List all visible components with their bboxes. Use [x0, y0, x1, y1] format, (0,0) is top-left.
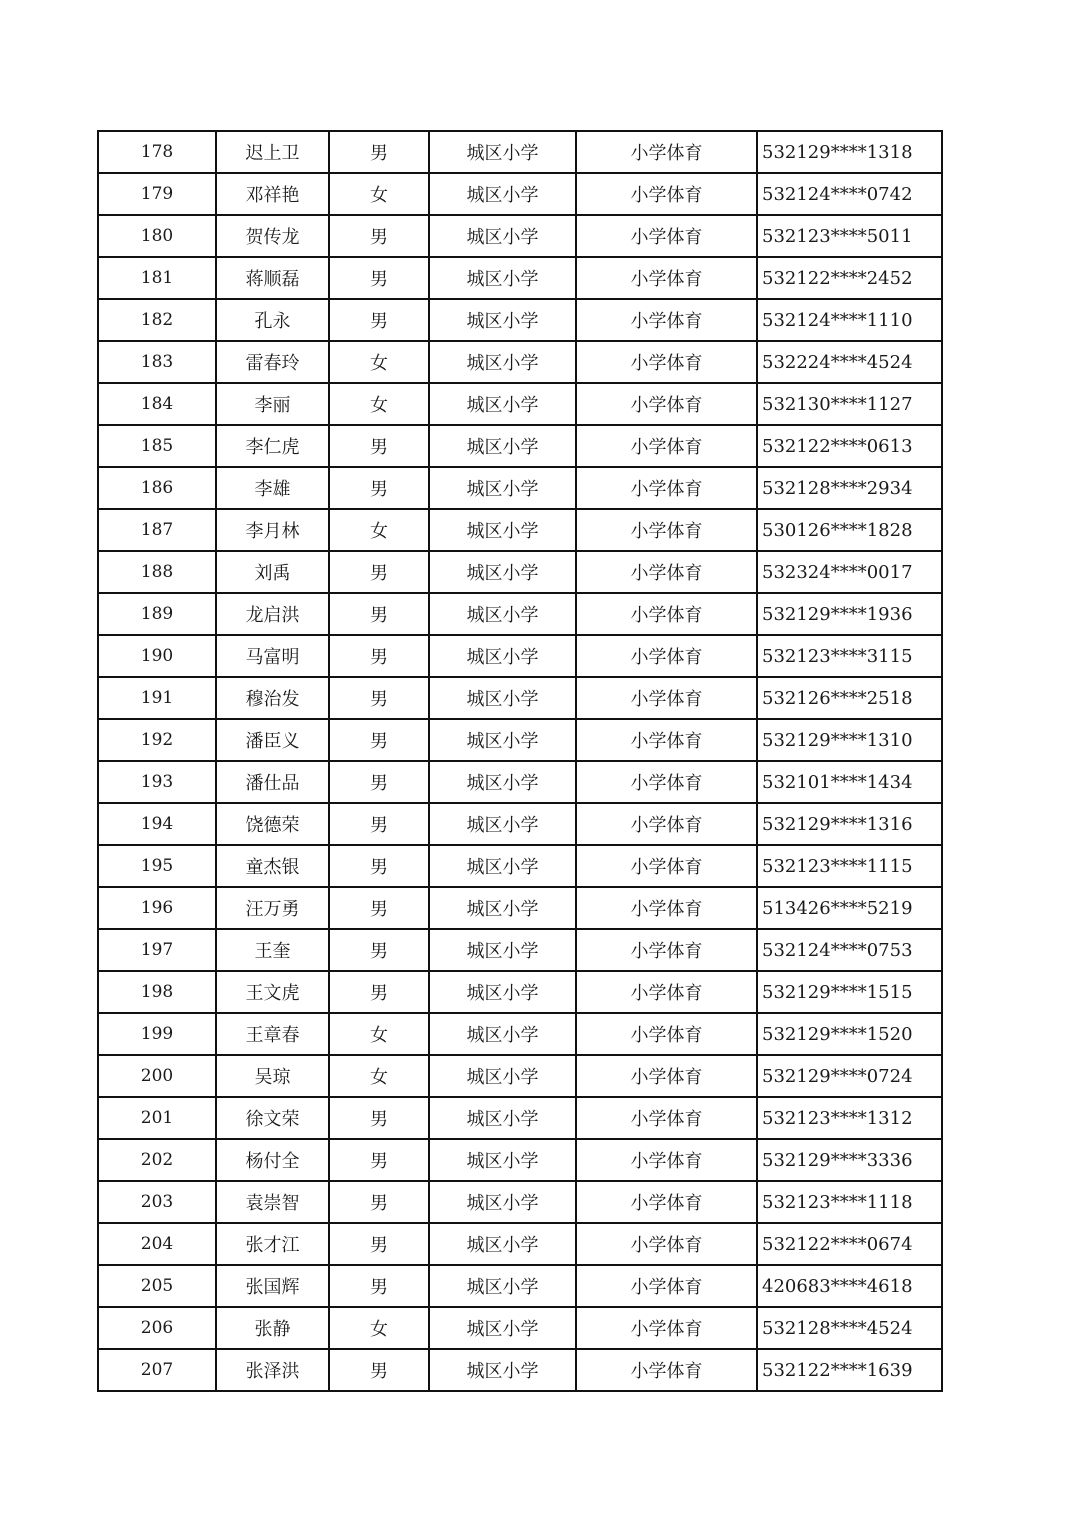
school-cell: 城区小学: [429, 131, 576, 173]
id-number-cell: 532129****1515: [757, 971, 942, 1013]
gender-cell: 男: [329, 635, 429, 677]
row-number-cell: 195: [98, 845, 216, 887]
subject-cell: 小学体育: [576, 1097, 757, 1139]
subject-cell: 小学体育: [576, 551, 757, 593]
school-cell: 城区小学: [429, 887, 576, 929]
row-number-cell: 185: [98, 425, 216, 467]
subject-cell: 小学体育: [576, 845, 757, 887]
table-row: [98, 1055, 942, 1097]
row-number-cell: 206: [98, 1307, 216, 1349]
table-row: [98, 1349, 942, 1391]
table-row: [98, 635, 942, 677]
school-cell: 城区小学: [429, 971, 576, 1013]
row-number-cell: 179: [98, 173, 216, 215]
row-number-cell: 189: [98, 593, 216, 635]
id-number-cell: 532126****2518: [757, 677, 942, 719]
school-cell: 城区小学: [429, 761, 576, 803]
row-number-cell: 183: [98, 341, 216, 383]
gender-cell: 男: [329, 887, 429, 929]
table-row: [98, 299, 942, 341]
person-name-cell: 徐文荣: [216, 1097, 329, 1139]
gender-cell: 女: [329, 509, 429, 551]
id-number-cell: 532129****1310: [757, 719, 942, 761]
school-cell: 城区小学: [429, 1055, 576, 1097]
row-number-cell: 192: [98, 719, 216, 761]
table-row: [98, 929, 942, 971]
gender-cell: 男: [329, 845, 429, 887]
person-name-cell: 李月林: [216, 509, 329, 551]
row-number-cell: 191: [98, 677, 216, 719]
id-number-cell: 532122****0613: [757, 425, 942, 467]
person-name-cell: 马富明: [216, 635, 329, 677]
subject-cell: 小学体育: [576, 425, 757, 467]
row-number-cell: 194: [98, 803, 216, 845]
id-number-cell: 532129****0724: [757, 1055, 942, 1097]
subject-cell: 小学体育: [576, 1055, 757, 1097]
table-row: [98, 467, 942, 509]
table-row: [98, 677, 942, 719]
subject-cell: 小学体育: [576, 1013, 757, 1055]
id-number-cell: 532129****1316: [757, 803, 942, 845]
school-cell: 城区小学: [429, 1349, 576, 1391]
table-row: [98, 593, 942, 635]
subject-cell: 小学体育: [576, 929, 757, 971]
row-number-cell: 204: [98, 1223, 216, 1265]
gender-cell: 男: [329, 593, 429, 635]
id-number-cell: 532123****1115: [757, 845, 942, 887]
school-cell: 城区小学: [429, 803, 576, 845]
subject-cell: 小学体育: [576, 635, 757, 677]
id-number-cell: 532129****1936: [757, 593, 942, 635]
row-number-cell: 187: [98, 509, 216, 551]
id-number-cell: 532129****3336: [757, 1139, 942, 1181]
row-number-cell: 200: [98, 1055, 216, 1097]
table-row: [98, 131, 942, 173]
table-row: [98, 845, 942, 887]
subject-cell: 小学体育: [576, 677, 757, 719]
person-name-cell: 贺传龙: [216, 215, 329, 257]
gender-cell: 男: [329, 677, 429, 719]
id-number-cell: 420683****4618: [757, 1265, 942, 1307]
table-row: [98, 215, 942, 257]
person-name-cell: 吴琼: [216, 1055, 329, 1097]
table-row: [98, 1223, 942, 1265]
person-name-cell: 刘禹: [216, 551, 329, 593]
school-cell: 城区小学: [429, 383, 576, 425]
table-row: [98, 1139, 942, 1181]
roster-body: [98, 131, 942, 1391]
id-number-cell: 532122****2452: [757, 257, 942, 299]
school-cell: 城区小学: [429, 257, 576, 299]
table-row: [98, 341, 942, 383]
person-name-cell: 迟上卫: [216, 131, 329, 173]
school-cell: 城区小学: [429, 593, 576, 635]
subject-cell: 小学体育: [576, 341, 757, 383]
gender-cell: 女: [329, 1307, 429, 1349]
id-number-cell: 513426****5219: [757, 887, 942, 929]
person-name-cell: 袁崇智: [216, 1181, 329, 1223]
gender-cell: 男: [329, 467, 429, 509]
gender-cell: 男: [329, 1265, 429, 1307]
table-row: [98, 551, 942, 593]
school-cell: 城区小学: [429, 1307, 576, 1349]
row-number-cell: 207: [98, 1349, 216, 1391]
gender-cell: 男: [329, 215, 429, 257]
table-row: [98, 887, 942, 929]
subject-cell: 小学体育: [576, 887, 757, 929]
gender-cell: 男: [329, 299, 429, 341]
row-number-cell: 196: [98, 887, 216, 929]
row-number-cell: 197: [98, 929, 216, 971]
person-name-cell: 雷春玲: [216, 341, 329, 383]
gender-cell: 男: [329, 1349, 429, 1391]
row-number-cell: 184: [98, 383, 216, 425]
table-row: [98, 1097, 942, 1139]
school-cell: 城区小学: [429, 1223, 576, 1265]
id-number-cell: 532129****1520: [757, 1013, 942, 1055]
row-number-cell: 180: [98, 215, 216, 257]
school-cell: 城区小学: [429, 1265, 576, 1307]
school-cell: 城区小学: [429, 173, 576, 215]
subject-cell: 小学体育: [576, 173, 757, 215]
person-name-cell: 杨付全: [216, 1139, 329, 1181]
school-cell: 城区小学: [429, 719, 576, 761]
person-name-cell: 潘臣义: [216, 719, 329, 761]
row-number-cell: 181: [98, 257, 216, 299]
gender-cell: 男: [329, 1097, 429, 1139]
gender-cell: 男: [329, 803, 429, 845]
table-row: [98, 1013, 942, 1055]
subject-cell: 小学体育: [576, 299, 757, 341]
id-number-cell: 532130****1127: [757, 383, 942, 425]
row-number-cell: 203: [98, 1181, 216, 1223]
gender-cell: 男: [329, 1223, 429, 1265]
school-cell: 城区小学: [429, 215, 576, 257]
subject-cell: 小学体育: [576, 257, 757, 299]
id-number-cell: 532122****0674: [757, 1223, 942, 1265]
subject-cell: 小学体育: [576, 383, 757, 425]
table-row: [98, 425, 942, 467]
table-row: [98, 803, 942, 845]
id-number-cell: 530126****1828: [757, 509, 942, 551]
id-number-cell: 532122****1639: [757, 1349, 942, 1391]
table-row: [98, 761, 942, 803]
gender-cell: 男: [329, 551, 429, 593]
row-number-cell: 205: [98, 1265, 216, 1307]
id-number-cell: 532129****1318: [757, 131, 942, 173]
person-name-cell: 张国辉: [216, 1265, 329, 1307]
person-name-cell: 蒋顺磊: [216, 257, 329, 299]
roster-table: [97, 130, 943, 1392]
row-number-cell: 186: [98, 467, 216, 509]
subject-cell: 小学体育: [576, 1139, 757, 1181]
school-cell: 城区小学: [429, 635, 576, 677]
person-name-cell: 王章春: [216, 1013, 329, 1055]
subject-cell: 小学体育: [576, 1349, 757, 1391]
person-name-cell: 饶德荣: [216, 803, 329, 845]
school-cell: 城区小学: [429, 467, 576, 509]
person-name-cell: 穆治发: [216, 677, 329, 719]
id-number-cell: 532124****1110: [757, 299, 942, 341]
gender-cell: 男: [329, 1139, 429, 1181]
row-number-cell: 178: [98, 131, 216, 173]
row-number-cell: 201: [98, 1097, 216, 1139]
person-name-cell: 龙启洪: [216, 593, 329, 635]
table-row: [98, 719, 942, 761]
gender-cell: 男: [329, 719, 429, 761]
row-number-cell: 198: [98, 971, 216, 1013]
gender-cell: 男: [329, 257, 429, 299]
table-row: [98, 1181, 942, 1223]
subject-cell: 小学体育: [576, 593, 757, 635]
person-name-cell: 李丽: [216, 383, 329, 425]
school-cell: 城区小学: [429, 1013, 576, 1055]
id-number-cell: 532224****4524: [757, 341, 942, 383]
table-row: [98, 383, 942, 425]
subject-cell: 小学体育: [576, 971, 757, 1013]
school-cell: 城区小学: [429, 341, 576, 383]
gender-cell: 女: [329, 1013, 429, 1055]
person-name-cell: 潘仕品: [216, 761, 329, 803]
gender-cell: 男: [329, 425, 429, 467]
gender-cell: 女: [329, 1055, 429, 1097]
subject-cell: 小学体育: [576, 1307, 757, 1349]
subject-cell: 小学体育: [576, 509, 757, 551]
subject-cell: 小学体育: [576, 467, 757, 509]
row-number-cell: 202: [98, 1139, 216, 1181]
table-row: [98, 971, 942, 1013]
id-number-cell: 532124****0742: [757, 173, 942, 215]
table-row: [98, 257, 942, 299]
table-row: [98, 173, 942, 215]
subject-cell: 小学体育: [576, 1181, 757, 1223]
person-name-cell: 王文虎: [216, 971, 329, 1013]
school-cell: 城区小学: [429, 1181, 576, 1223]
person-name-cell: 张静: [216, 1307, 329, 1349]
row-number-cell: 193: [98, 761, 216, 803]
school-cell: 城区小学: [429, 551, 576, 593]
subject-cell: 小学体育: [576, 215, 757, 257]
row-number-cell: 199: [98, 1013, 216, 1055]
school-cell: 城区小学: [429, 845, 576, 887]
person-name-cell: 李仁虎: [216, 425, 329, 467]
person-name-cell: 邓祥艳: [216, 173, 329, 215]
id-number-cell: 532123****3115: [757, 635, 942, 677]
gender-cell: 女: [329, 341, 429, 383]
table-row: [98, 1307, 942, 1349]
subject-cell: 小学体育: [576, 131, 757, 173]
person-name-cell: 张泽洪: [216, 1349, 329, 1391]
id-number-cell: 532124****0753: [757, 929, 942, 971]
gender-cell: 男: [329, 1181, 429, 1223]
row-number-cell: 182: [98, 299, 216, 341]
school-cell: 城区小学: [429, 1139, 576, 1181]
subject-cell: 小学体育: [576, 719, 757, 761]
person-name-cell: 王奎: [216, 929, 329, 971]
person-name-cell: 汪万勇: [216, 887, 329, 929]
gender-cell: 男: [329, 929, 429, 971]
table-row: [98, 1265, 942, 1307]
id-number-cell: 532128****2934: [757, 467, 942, 509]
subject-cell: 小学体育: [576, 761, 757, 803]
gender-cell: 男: [329, 971, 429, 1013]
gender-cell: 女: [329, 173, 429, 215]
person-name-cell: 张才江: [216, 1223, 329, 1265]
subject-cell: 小学体育: [576, 1265, 757, 1307]
school-cell: 城区小学: [429, 929, 576, 971]
id-number-cell: 532123****1312: [757, 1097, 942, 1139]
row-number-cell: 190: [98, 635, 216, 677]
gender-cell: 男: [329, 131, 429, 173]
row-number-cell: 188: [98, 551, 216, 593]
person-name-cell: 李雄: [216, 467, 329, 509]
person-name-cell: 孔永: [216, 299, 329, 341]
school-cell: 城区小学: [429, 509, 576, 551]
gender-cell: 女: [329, 383, 429, 425]
id-number-cell: 532123****5011: [757, 215, 942, 257]
id-number-cell: 532123****1118: [757, 1181, 942, 1223]
school-cell: 城区小学: [429, 677, 576, 719]
school-cell: 城区小学: [429, 1097, 576, 1139]
person-name-cell: 童杰银: [216, 845, 329, 887]
subject-cell: 小学体育: [576, 1223, 757, 1265]
table-row: [98, 509, 942, 551]
id-number-cell: 532324****0017: [757, 551, 942, 593]
subject-cell: 小学体育: [576, 803, 757, 845]
id-number-cell: 532101****1434: [757, 761, 942, 803]
school-cell: 城区小学: [429, 299, 576, 341]
school-cell: 城区小学: [429, 425, 576, 467]
gender-cell: 男: [329, 761, 429, 803]
id-number-cell: 532128****4524: [757, 1307, 942, 1349]
